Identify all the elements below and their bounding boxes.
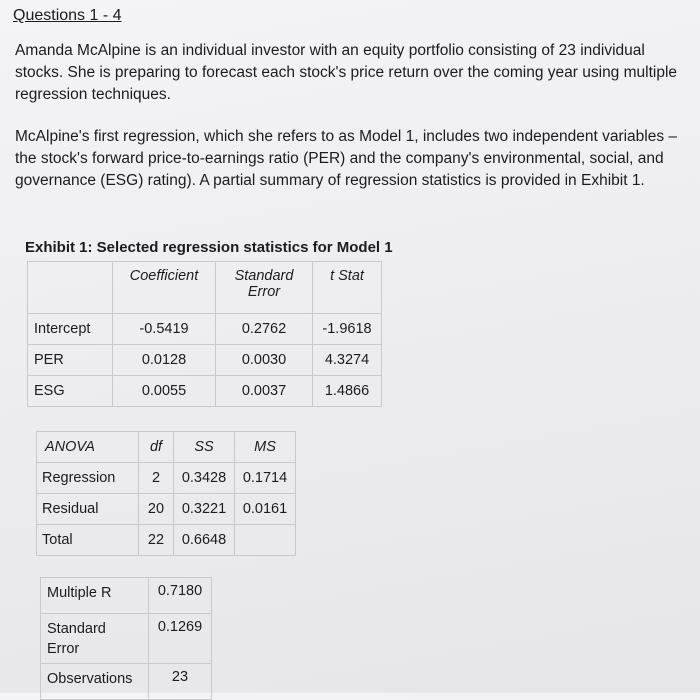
cell-value: 0.0037 — [216, 376, 313, 407]
cell-value: 1.4866 — [313, 376, 382, 407]
header-anova: ANOVA — [37, 432, 139, 463]
header-cell — [28, 262, 113, 314]
cell-value: 0.0055 — [113, 376, 216, 407]
question-heading: Questions 1 - 4 — [13, 7, 122, 24]
cell-value: 4.3274 — [313, 345, 382, 376]
cell-value: 0.0030 — [216, 345, 313, 376]
table-row — [37, 494, 296, 525]
exhibit-title: Exhibit 1: Selected regression statistics for Model 1 — [25, 239, 393, 256]
table-row — [28, 345, 382, 376]
regression-stats-table — [40, 577, 212, 700]
cell-value: 0.3428 — [174, 463, 235, 494]
row-label: Total — [37, 525, 139, 556]
cell-value: 0.1714 — [235, 463, 296, 494]
table-header-row — [28, 262, 382, 314]
row-label: Standard Error — [41, 614, 149, 664]
table-row — [37, 525, 296, 556]
table-row — [28, 314, 382, 345]
model-paragraph: McAlpine's first regression, which she refers to as Model 1, includes two independent variables – the stock's forward price-to-earnings ratio (PER) and the company's environmental, social, and governance (ESG) rating). A partial summary of regression statistics is provided in Exhibit 1. — [15, 128, 678, 189]
cell-value: 0.7180 — [149, 578, 212, 614]
header-df: df — [139, 432, 174, 463]
coefficient-table — [27, 261, 382, 407]
cell-value: 0.6648 — [174, 525, 235, 556]
cell-value: 0.3221 — [174, 494, 235, 525]
header-ss: SS — [174, 432, 235, 463]
cell-value: 0.0161 — [235, 494, 296, 525]
header-standard-error: Standard Error — [216, 262, 313, 314]
cell-value: -0.5419 — [113, 314, 216, 345]
table-row — [37, 463, 296, 494]
header-coefficient: Coefficient — [113, 262, 216, 314]
cell-value: 0.2762 — [216, 314, 313, 345]
cell-value: -1.9618 — [313, 314, 382, 345]
row-label: Intercept — [28, 314, 113, 345]
cell-value: 0.0128 — [113, 345, 216, 376]
cell-value: 0.1269 — [149, 614, 212, 664]
table-row — [41, 614, 212, 664]
anova-table — [36, 431, 296, 556]
cell-value: 20 — [139, 494, 174, 525]
row-label: Regression — [37, 463, 139, 494]
row-label: Observations — [41, 664, 149, 700]
row-label: Multiple R — [41, 578, 149, 614]
cell-value: 22 — [139, 525, 174, 556]
cell-value — [235, 525, 296, 556]
table-row — [28, 376, 382, 407]
header-ms: MS — [235, 432, 296, 463]
table-row — [41, 664, 212, 700]
intro-paragraph: Amanda McAlpine is an individual investor with an equity portfolio consisting of 23 individual stocks. She is preparing to forecast each stock's price return over the coming year using multiple regression techniques. — [15, 42, 678, 103]
header-t-stat: t Stat — [313, 262, 382, 314]
table-row — [41, 578, 212, 614]
row-label: Residual — [37, 494, 139, 525]
table-header-row — [37, 432, 296, 463]
row-label: PER — [28, 345, 113, 376]
row-label: ESG — [28, 376, 113, 407]
cell-value: 2 — [139, 463, 174, 494]
cell-value: 23 — [149, 664, 212, 700]
